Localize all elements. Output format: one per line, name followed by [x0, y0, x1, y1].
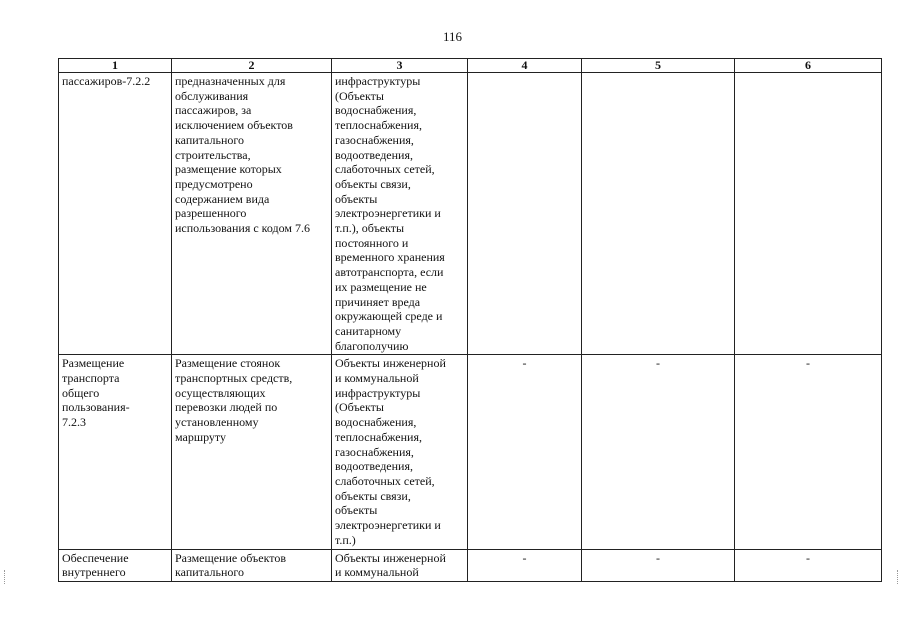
table-cell	[582, 73, 735, 355]
table-cell	[582, 549, 735, 581]
table-cell	[172, 73, 332, 355]
use-type-code: Размещение транспорта общего пользования- 7.2.3	[62, 356, 130, 430]
use-description: предназначенных для обслуживания пассажиров, за исключением объектов капитального строительства, размещение которых предусмотрено содержанием вида разрешенного использования с кодом 7.6	[175, 74, 311, 236]
table-cell	[332, 549, 468, 581]
column-header-5: 5	[582, 59, 735, 73]
table-cell	[582, 355, 735, 549]
table-cell	[735, 549, 882, 581]
auxiliary-uses: инфраструктуры (Объекты водоснабжения, теплоснабжения, газоснабжения, водоотведения, слаботочных сетей, объекты связи, объекты электроэнергетики и т.п.), объекты постоянного и временного хранения автотранспорта, если их размещение не причиняет вреда окружающей среде и санитарному благополучию	[335, 74, 445, 353]
auxiliary-uses: Объекты инженерной и коммунальной инфраструктуры (Объекты водоснабжения, теплоснабжения, газоснабжения, водоотведения, слаботочных сетей, объекты связи, объекты электроэнергетики и т.п.)	[335, 356, 446, 547]
table-cell	[59, 549, 172, 581]
table-cell	[332, 73, 468, 355]
auxiliary-uses: Объекты инженерной и коммунальной	[335, 550, 446, 580]
header-row	[59, 59, 882, 73]
scan-edge-mark-left	[4, 570, 8, 584]
regulations-table	[58, 58, 882, 582]
page-number: 116	[442, 29, 463, 44]
use-description: Размещение объектов капитального	[175, 550, 286, 580]
column-4-value: -	[522, 550, 527, 565]
table-cell	[59, 355, 172, 549]
table-cell	[172, 355, 332, 549]
table-cell	[59, 73, 172, 355]
column-header-3: 3	[332, 59, 468, 73]
column-4-value: -	[522, 356, 527, 371]
use-type-code: пассажиров-7.2.2	[62, 74, 151, 88]
table-row	[59, 549, 882, 581]
column-5-value: -	[656, 356, 660, 371]
table-cell	[332, 355, 468, 549]
table-cell	[735, 73, 882, 355]
table-cell	[468, 73, 582, 355]
table-cell	[468, 355, 582, 549]
column-header-6: 6	[735, 59, 882, 73]
column-header-1: 1	[59, 59, 172, 73]
scan-edge-mark-right	[897, 570, 901, 584]
table-row	[59, 355, 882, 549]
column-header-2: 2	[172, 59, 332, 73]
column-6-value: -	[806, 356, 810, 371]
table-row	[59, 73, 882, 355]
column-header-4: 4	[468, 59, 582, 73]
column-6-value: -	[806, 550, 810, 565]
table-cell	[735, 355, 882, 549]
use-description: Размещение стоянок транспортных средств, осуществляющих перевозки людей по установленному маршруту	[175, 356, 293, 444]
table-cell	[172, 549, 332, 581]
use-type-code: Обеспечение внутреннего	[62, 550, 129, 580]
table-cell	[468, 549, 582, 581]
column-5-value: -	[656, 550, 660, 565]
